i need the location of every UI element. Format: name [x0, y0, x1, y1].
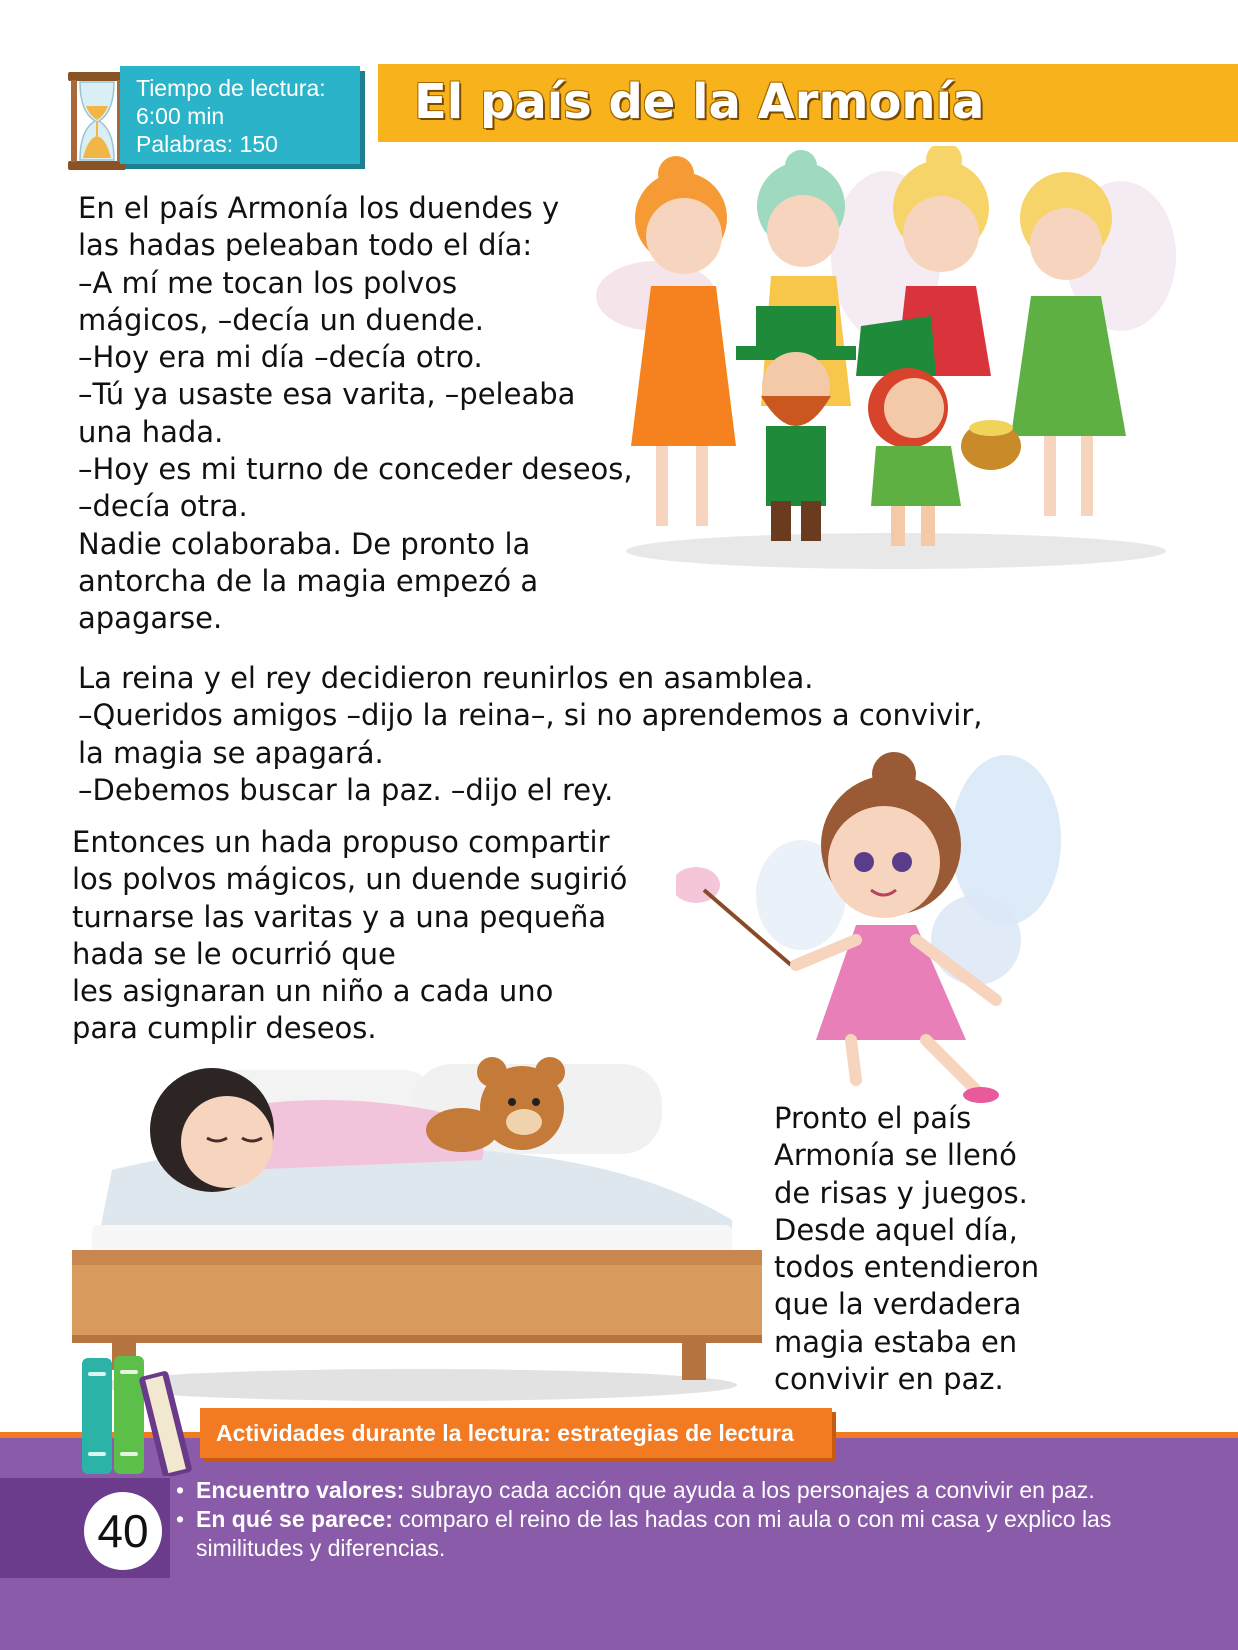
word-count: Palabras: 150 [136, 131, 278, 157]
text-line: magia estaba en [774, 1324, 1018, 1359]
story-paragraph-3 [72, 824, 627, 1048]
activity-text: subrayo cada acción que ayuda a los personajes a convivir en paz. [404, 1477, 1095, 1503]
text-line: las hadas peleaban todo el día: [78, 228, 533, 263]
text-line: –Tú ya usaste esa varita, –peleaba [78, 377, 576, 412]
text-line: –Queridos amigos –dijo la reina–, si no aprendemos a convivir, [78, 698, 983, 733]
bullet-icon: • [176, 1506, 185, 1532]
bullet-icon: • [176, 1477, 185, 1503]
text-line: Pronto el país [774, 1101, 972, 1135]
story-paragraph-1 [78, 190, 633, 638]
hourglass-icon [68, 72, 126, 170]
text-line: apagarse. [78, 601, 223, 636]
text-line: En el país Armonía los duendes y [78, 191, 560, 225]
text-line: Armonía se llenó [774, 1138, 1017, 1173]
text-line: que la verdadera [774, 1287, 1022, 1322]
reading-info-box [120, 66, 360, 164]
story-paragraph-4 [774, 1100, 1039, 1398]
activity-label: Encuentro valores: [196, 1477, 405, 1503]
text-line: turnarse las varitas y a una pequeña [72, 899, 607, 934]
story-paragraph-2 [78, 660, 982, 809]
text-line: Entonces un hada propuso compartir [72, 825, 610, 859]
text-line: convivir en paz. [774, 1362, 1004, 1397]
list-item [176, 1476, 1196, 1505]
text-line: para cumplir deseos. [72, 1011, 377, 1046]
activities-title: Actividades durante la lectura: estrategias de lectura [216, 1420, 794, 1446]
text-line: –Hoy era mi día –decía otro. [78, 340, 483, 375]
text-line: –Hoy es mi turno de conceder deseos, [78, 452, 633, 487]
activity-label: En qué se parece: [196, 1506, 393, 1532]
reading-time-value: 6:00 min [136, 103, 225, 129]
text-line: La reina y el rey decidieron reunirlos en asamblea. [78, 661, 814, 695]
books-icon [82, 1352, 202, 1476]
activities-list [176, 1476, 1196, 1563]
page-number: 40 [80, 1488, 166, 1574]
text-line: –Debemos buscar la paz. –dijo el rey. [78, 772, 614, 807]
text-line: una hada. [78, 414, 224, 449]
text-line: antorcha de la magia empezó a [78, 563, 539, 598]
list-item [176, 1505, 1196, 1563]
fairies-group-illustration [596, 146, 1196, 576]
activity-text: comparo el reino de las hadas con mi aula o con mi casa y explico las similitudes y diferencias. [196, 1506, 1112, 1561]
text-line: hada se le ocurrió que [72, 936, 396, 971]
text-line: Desde aquel día, [774, 1212, 1018, 1247]
text-line: Nadie colaboraba. De pronto la [78, 526, 531, 561]
text-line: les asignaran un niño a cada uno [72, 974, 554, 1009]
text-line: de risas y juegos. [774, 1175, 1028, 1210]
text-line: –A mí me tocan los polvos [78, 265, 458, 300]
page-title: El país de la Armonía [414, 74, 985, 130]
text-line: todos entendieron [774, 1250, 1040, 1285]
text-line: los polvos mágicos, un duende sugirió [72, 862, 628, 897]
text-line: mágicos, –decía un duende. [78, 302, 484, 337]
text-line: la magia se apagará. [78, 735, 384, 770]
text-line: –decía otra. [78, 489, 248, 524]
reading-time-label: Tiempo de lectura: [136, 75, 326, 101]
